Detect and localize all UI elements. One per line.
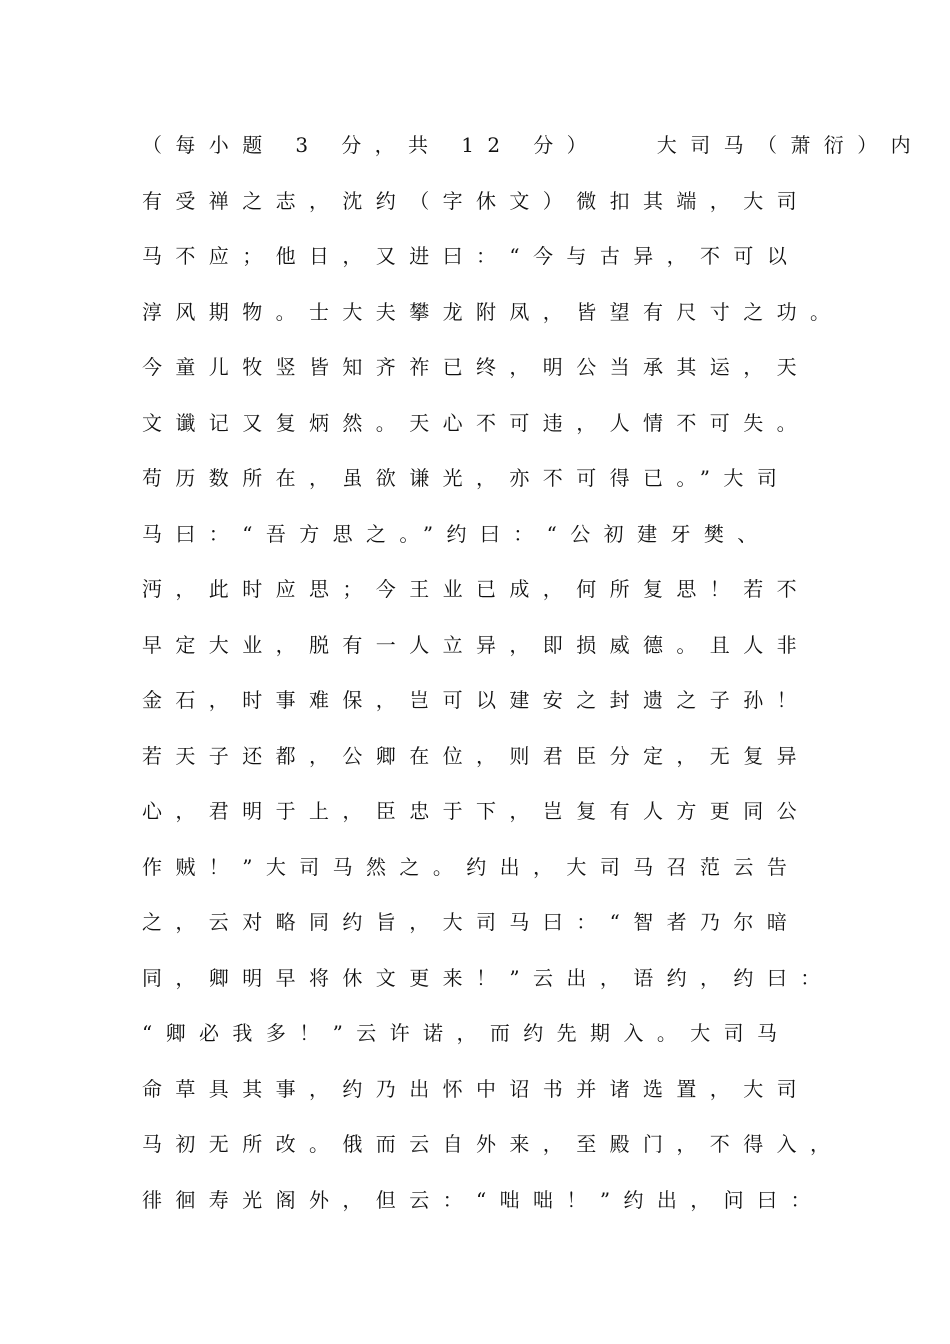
text-line: 命草具其事，约乃出怀中诏书并诸选置，大司 <box>142 1077 810 1101</box>
text-line: 文谶记又复炳然。天心不可违，人情不可失。 <box>142 411 810 435</box>
text-line: 淳风期物。士大夫攀龙附凤，皆望有尺寸之功。 <box>142 300 844 324</box>
text-line: 同，卿明早将休文更来！”云出，语约，约曰： <box>142 966 834 990</box>
text-line: 徘徊寿光阁外，但云：“咄咄！”约出，问曰： <box>142 1188 824 1212</box>
text-line: 作贼！”大司马然之。约出，大司马召范云告 <box>142 855 801 879</box>
text-line: 马初无所改。俄而云自外来，至殿门，不得入， <box>142 1132 844 1156</box>
text-line: 马不应；他日，又进曰：“今与古异，不可以 <box>142 244 801 268</box>
text-line: 沔，此时应思；今王业已成，何所复思！若不 <box>142 577 810 601</box>
text-line: 早定大业，脱有一人立异，即损威德。且人非 <box>142 633 810 657</box>
text-line: （每小题 3 分，共 12 分） 大司马（萧衍）内 <box>142 133 925 157</box>
text-line: “卿必我多！”云许诺，而约先期入。大司马 <box>142 1021 791 1045</box>
text-line: 马曰：“吾方思之。”约曰：“公初建牙樊、 <box>142 522 771 546</box>
text-line: 心，君明于上，臣忠于下，岂复有人方更同公 <box>142 799 810 823</box>
text-line: 苟历数所在，虽欲谦光，亦不可得已。”大司 <box>142 466 791 490</box>
text-line: 有受禅之志，沈约（字休文）微扣其端，大司 <box>142 189 810 213</box>
text-line: 金石，时事难保，岂可以建安之封遗之子孙！ <box>142 688 810 712</box>
text-line: 今童儿牧竖皆知齐祚已终，明公当承其运，天 <box>142 355 810 379</box>
text-line: 若天子还都，公卿在位，则君臣分定，无复异 <box>142 744 810 768</box>
text-line: 之，云对略同约旨，大司马曰：“智者乃尔暗 <box>142 910 801 934</box>
